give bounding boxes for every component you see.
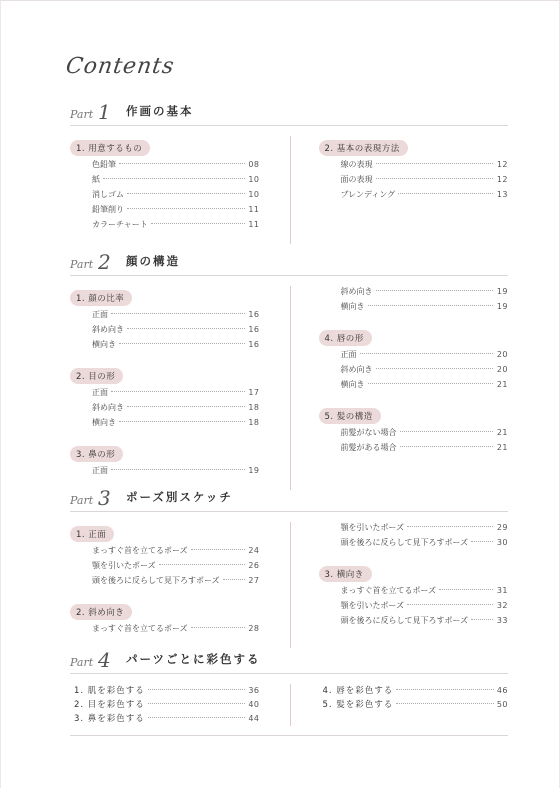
part-title: ポーズ別スケッチ	[126, 490, 233, 504]
left-column	[70, 136, 260, 244]
section-heading: 2. 斜め向き	[70, 604, 132, 620]
left-column	[70, 286, 260, 490]
part-number: 3	[98, 486, 111, 510]
toc-entry[interactable]: 2. 目を彩色する 40	[74, 700, 260, 710]
toc-entry[interactable]: 1. 肌を彩色する 36	[74, 686, 260, 696]
toc-section	[70, 364, 260, 432]
section-heading: 2. 基本の表現方法	[319, 140, 408, 156]
toc-entry[interactable]: 頭を後ろに反らして見下ろすポーズ 27	[92, 576, 260, 585]
bottom-rule	[70, 735, 508, 736]
toc-entry[interactable]: 斜め向き 20	[340, 365, 508, 374]
toc-entry[interactable]: 消しゴム 10	[92, 190, 260, 199]
toc-entry[interactable]: 斜め向き 18	[92, 403, 260, 412]
right-column	[319, 286, 509, 490]
toc-section	[319, 404, 509, 457]
toc-entry[interactable]: 正面 20	[340, 350, 508, 359]
toc-entry[interactable]: 横向き 18	[92, 418, 260, 427]
toc-entry[interactable]: 顎を引いたポーズ 26	[92, 561, 260, 570]
part-label: Part	[70, 494, 94, 507]
section-heading: 1. 正面	[70, 526, 114, 542]
section-heading: 1. 用意するもの	[70, 140, 150, 156]
section-heading: 1. 顔の比率	[70, 290, 132, 306]
toc-section	[319, 326, 509, 394]
part-4	[70, 646, 508, 726]
part-header	[70, 98, 508, 126]
toc-entry[interactable]: 顎を引いたポーズ 32	[340, 601, 508, 610]
toc-entry[interactable]: 正面 17	[92, 388, 260, 397]
section-heading: 3. 鼻の形	[70, 446, 123, 462]
toc-entry[interactable]: 斜め向き 16	[92, 325, 260, 334]
column-divider	[290, 522, 291, 648]
right-column	[319, 136, 509, 244]
section-heading: 5. 髪の構造	[319, 408, 381, 424]
toc-entry[interactable]: 正面 19	[92, 466, 260, 475]
column-divider	[290, 684, 291, 726]
part-2	[70, 248, 508, 490]
part-label: Part	[70, 258, 94, 271]
section-heading: 3. 横向き	[319, 566, 372, 582]
part-label: Part	[70, 108, 94, 121]
contents-title: Contents	[64, 54, 177, 79]
part-title: パーツごとに彩色する	[126, 652, 261, 666]
part-header	[70, 484, 508, 512]
column-divider	[290, 136, 291, 244]
part-3	[70, 484, 508, 648]
toc-section	[319, 136, 509, 204]
section-heading: 4. 唇の形	[319, 330, 372, 346]
part-number: 1	[98, 100, 111, 124]
part-title: 顔の構造	[126, 254, 180, 268]
part-header	[70, 248, 508, 276]
section-heading: 2. 目の形	[70, 368, 123, 384]
toc-section	[70, 522, 260, 590]
toc-entry[interactable]: 4. 唇を彩色する 46	[322, 686, 508, 696]
toc-entry[interactable]: 前髪がある場合 21	[340, 443, 508, 452]
toc-entry[interactable]: 3. 鼻を彩色する 44	[74, 714, 260, 724]
toc-entry[interactable]: まっすぐ首を立てるポーズ 24	[92, 546, 260, 555]
left-column	[70, 684, 260, 726]
toc-section-continued	[319, 286, 509, 316]
toc-entry[interactable]: 鉛筆削り 11	[92, 205, 260, 214]
toc-section-continued	[319, 522, 509, 552]
toc-entry[interactable]: 顎を引いたポーズ 29	[340, 523, 508, 532]
toc-entry[interactable]: 正面 16	[92, 310, 260, 319]
part-1	[70, 98, 508, 244]
part-title: 作画の基本	[126, 104, 194, 118]
part-header	[70, 646, 508, 674]
toc-entry[interactable]: ブレンディング 13	[340, 190, 508, 199]
toc-entry[interactable]: 横向き 21	[340, 380, 508, 389]
part-number: 4	[98, 648, 111, 672]
part-label: Part	[70, 656, 94, 669]
toc-entry[interactable]: まっすぐ首を立てるポーズ 28	[92, 624, 260, 633]
toc-section	[70, 286, 260, 354]
toc-entry[interactable]: 紙 10	[92, 175, 260, 184]
toc-entry[interactable]: 横向き 16	[92, 340, 260, 349]
toc-section	[70, 442, 260, 480]
toc-entry[interactable]: 5. 髪を彩色する 50	[322, 700, 508, 710]
left-column	[70, 522, 260, 648]
toc-entry[interactable]: まっすぐ首を立てるポーズ 31	[340, 586, 508, 595]
toc-entry[interactable]: 頭を後ろに反らして見下ろすポーズ 30	[340, 538, 508, 547]
part-number: 2	[98, 250, 111, 274]
toc-entry[interactable]: カラーチャート 11	[92, 220, 260, 229]
column-divider	[290, 286, 291, 490]
toc-entry[interactable]: 線の表現 12	[340, 160, 508, 169]
toc-entry[interactable]: 前髪がない場合 21	[340, 428, 508, 437]
toc-section	[319, 562, 509, 630]
toc-entry[interactable]: 斜め向き 19	[340, 287, 508, 296]
right-column	[319, 522, 509, 648]
toc-entry[interactable]: 色鉛筆 08	[92, 160, 260, 169]
toc-entry[interactable]: 面の表現 12	[340, 175, 508, 184]
toc-entry[interactable]: 頭を後ろに反らして見下ろすポーズ 33	[340, 616, 508, 625]
right-column	[319, 684, 509, 726]
toc-section	[70, 600, 260, 638]
toc-section	[70, 136, 260, 234]
toc-entry[interactable]: 横向き 19	[340, 302, 508, 311]
